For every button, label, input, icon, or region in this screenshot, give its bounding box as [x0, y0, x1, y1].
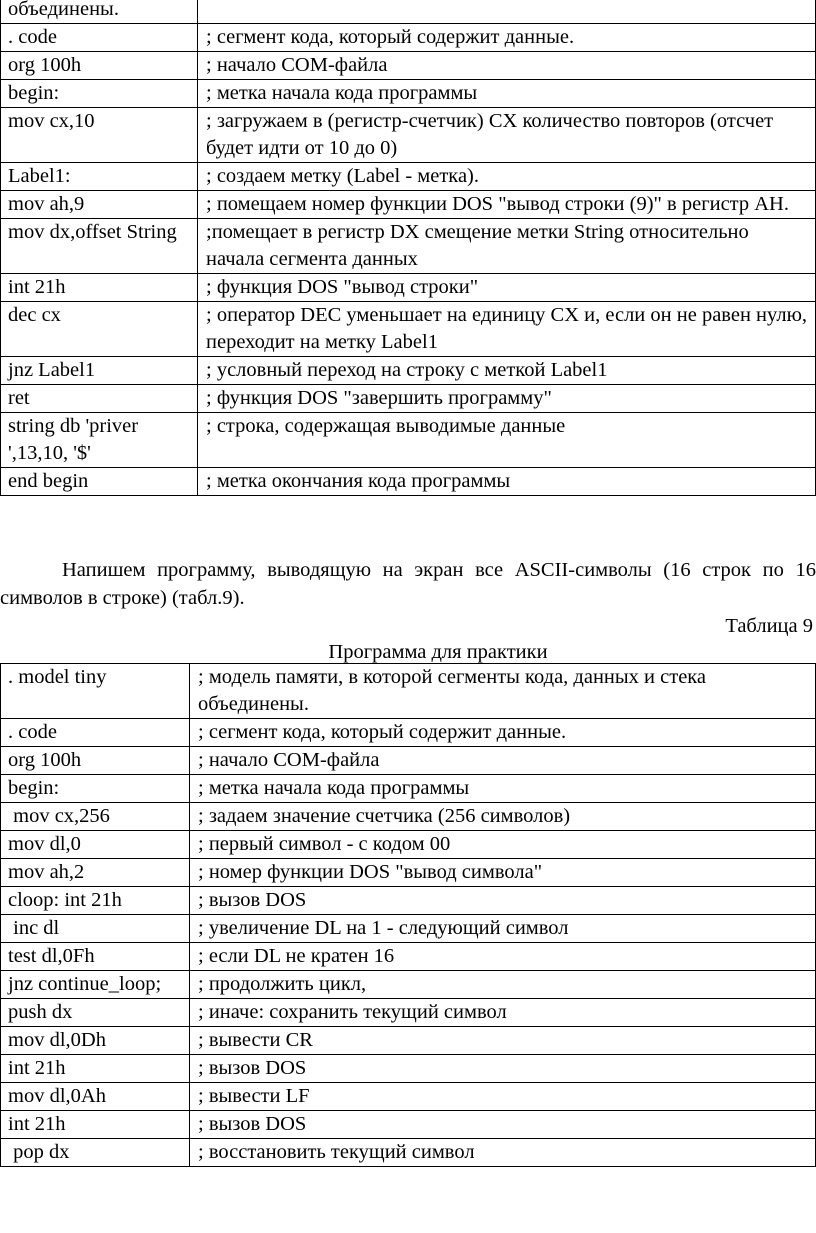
code-cell: jnz Label1: [1, 357, 198, 385]
code-cell: ret: [1, 385, 198, 413]
comment-cell: ; сегмент кода, который содержит данные.: [198, 24, 816, 52]
assembly-table-2: [0, 663, 816, 1167]
comment-cell: ; восстановить текущий символ: [190, 1139, 816, 1167]
table-row: [1, 831, 816, 859]
comment-cell: ; вызов DOS: [190, 887, 816, 915]
table-row: [1, 413, 816, 468]
paragraph-text: Напишем программу, выводящую на экран все ASCII-символы (16 строк по 16 символов в строке) (табл.9).: [0, 559, 816, 609]
table-row: [1, 1083, 816, 1111]
table-row: [1, 1111, 816, 1139]
comment-cell: ; функция DOS "завершить программу": [198, 385, 816, 413]
code-cell: int 21h: [1, 1055, 190, 1083]
comment-cell: ; если DL не кратен 16: [190, 943, 816, 971]
comment-cell: ; продолжить цикл,: [190, 971, 816, 999]
table-row: [1, 664, 816, 719]
code-cell: mov cx,10: [1, 108, 198, 163]
comment-cell: ; метка начала кода программы: [198, 80, 816, 108]
table-row: [1, 999, 816, 1027]
code-cell: mov dx,offset String: [1, 219, 198, 274]
table-row: [1, 803, 816, 831]
code-cell: org 100h: [1, 747, 190, 775]
code-cell: push dx: [1, 999, 190, 1027]
assembly-table-1: [0, 0, 816, 496]
code-cell: mov ah,2: [1, 859, 190, 887]
code-cell: . code: [1, 24, 198, 52]
table-row: [1, 859, 816, 887]
code-cell: mov dl,0Ah: [1, 1083, 190, 1111]
table-row: [1, 0, 816, 24]
table-caption: Программа для практики: [328, 641, 548, 663]
table-row: [1, 163, 816, 191]
code-cell: inc dl: [1, 915, 190, 943]
table-row: [1, 468, 816, 496]
code-cell: jnz continue_loop;: [1, 971, 190, 999]
code-cell: Label1:: [1, 163, 198, 191]
code-cell: pop dx: [1, 1139, 190, 1167]
code-cell: mov dl,0: [1, 831, 190, 859]
table-row: [1, 971, 816, 999]
table-row: [1, 943, 816, 971]
code-cell: mov cx,256: [1, 803, 190, 831]
table-row: [1, 52, 816, 80]
code-cell: dec cx: [1, 302, 198, 357]
comment-cell: ; вызов DOS: [190, 1111, 816, 1139]
comment-cell: ; условный переход на строку с меткой Label1: [198, 357, 816, 385]
code-cell: begin:: [1, 775, 190, 803]
table-number: Таблица 9: [725, 615, 813, 637]
table-row: [1, 1055, 816, 1083]
comment-cell: ; иначе: сохранить текущий символ: [190, 999, 816, 1027]
comment-cell: ; начало COM-файла: [198, 52, 816, 80]
comment-cell: ; вызов DOS: [190, 1055, 816, 1083]
code-cell: . code: [1, 719, 190, 747]
table-row: [1, 24, 816, 52]
comment-cell: ; загружаем в (регистр-счетчик) CX количество повторов (отсчет будет идти от 10 до 0): [198, 108, 816, 163]
table-row: [1, 80, 816, 108]
comment-cell: ; создаем метку (Label - метка).: [198, 163, 816, 191]
comment-cell: [198, 0, 816, 24]
code-cell: int 21h: [1, 274, 198, 302]
code-cell: mov dl,0Dh: [1, 1027, 190, 1055]
comment-cell: ; сегмент кода, который содержит данные.: [190, 719, 816, 747]
comment-cell: ; функция DOS "вывод строки": [198, 274, 816, 302]
comment-cell: ; помещаем номер функции DOS "вывод строки (9)" в регистр AH.: [198, 191, 816, 219]
comment-cell: ; задаем значение счетчика (256 символов): [190, 803, 816, 831]
comment-cell: ; номер функции DOS "вывод символа": [190, 859, 816, 887]
table-row: [1, 747, 816, 775]
code-cell: org 100h: [1, 52, 198, 80]
comment-cell: ; оператор DEC уменьшает на единицу CX и, если он не равен нулю, переходит на метку Label1: [198, 302, 816, 357]
comment-cell: ; метка окончания кода программы: [198, 468, 816, 496]
code-cell: . model tiny: [1, 664, 190, 719]
table-row: [1, 219, 816, 274]
table-row: [1, 719, 816, 747]
code-cell: begin:: [1, 80, 198, 108]
table-row: [1, 274, 816, 302]
comment-cell: ; метка начала кода программы: [190, 775, 816, 803]
table-row: [1, 302, 816, 357]
code-cell: mov ah,9: [1, 191, 198, 219]
comment-cell: ; вывести LF: [190, 1083, 816, 1111]
comment-cell: ; начало COM-файла: [190, 747, 816, 775]
code-cell: test dl,0Fh: [1, 943, 190, 971]
comment-cell: ; первый символ - с кодом 00: [190, 831, 816, 859]
code-cell: int 21h: [1, 1111, 190, 1139]
code-cell: объединены.: [1, 0, 198, 24]
comment-cell: ; строка, содержащая выводимые данные: [198, 413, 816, 468]
table-row: [1, 1027, 816, 1055]
comment-cell: ;помещает в регистр DX смещение метки String относительно начала сегмента данных: [198, 219, 816, 274]
table-row: [1, 915, 816, 943]
code-cell: end begin: [1, 468, 198, 496]
table-row: [1, 1139, 816, 1167]
table-row: [1, 887, 816, 915]
table-row: [1, 385, 816, 413]
code-cell: string db 'priver ',13,10, '$': [1, 413, 198, 468]
table-row: [1, 108, 816, 163]
table-row: [1, 191, 816, 219]
code-cell: cloop: int 21h: [1, 887, 190, 915]
comment-cell: ; модель памяти, в которой сегменты кода, данных и стека объединены.: [190, 664, 816, 719]
table-row: [1, 775, 816, 803]
body-paragraph: [0, 556, 816, 612]
table-row: [1, 357, 816, 385]
comment-cell: ; увеличение DL на 1 - следующий символ: [190, 915, 816, 943]
comment-cell: ; вывести CR: [190, 1027, 816, 1055]
